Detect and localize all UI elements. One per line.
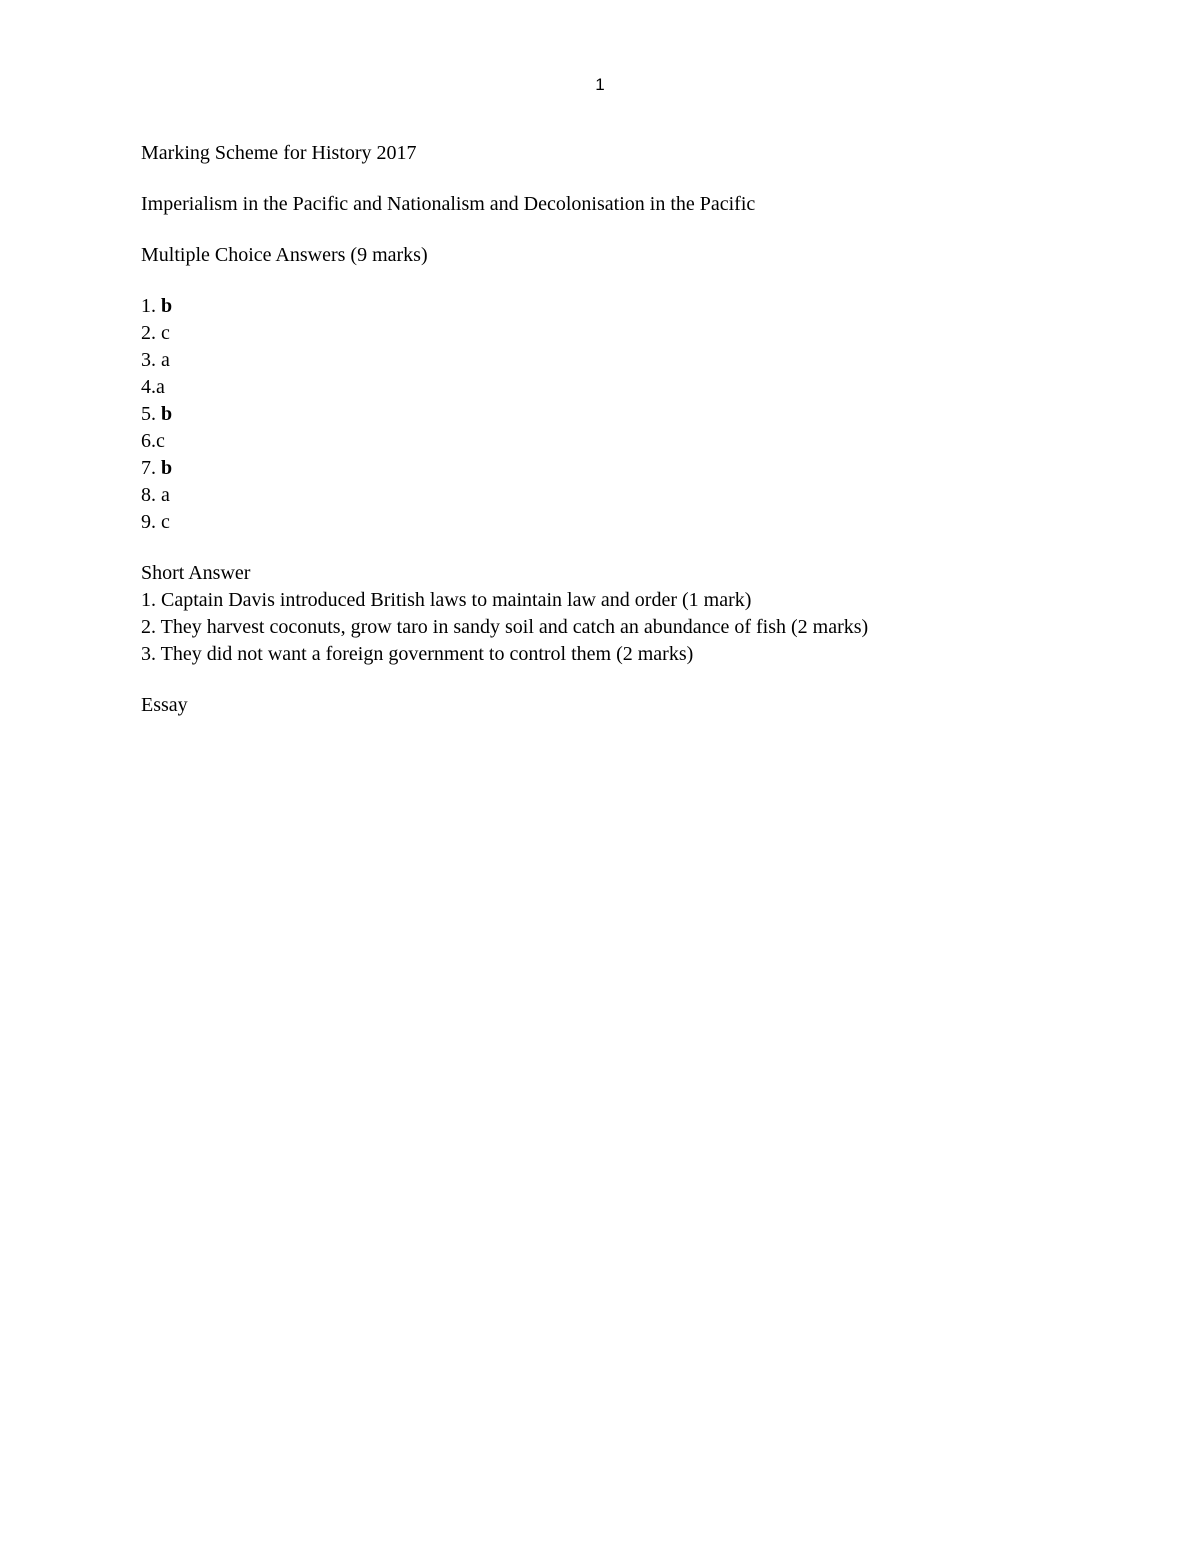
document-title: Marking Scheme for History 2017	[141, 142, 417, 164]
short-answer-item: 3. They did not want a foreign government to control them (2 marks)	[141, 643, 694, 665]
mc-answer-letter: c	[161, 322, 170, 344]
short-answer-item: 2. They harvest coconuts, grow taro in sandy soil and catch an abundance of fish (2 marks)	[141, 616, 869, 638]
mc-answer-letter: c	[156, 430, 165, 452]
mc-answer-number: 5.	[141, 403, 161, 425]
essay-heading: Essay	[141, 694, 188, 716]
mc-answer-letter: b	[161, 295, 173, 317]
mc-answer-number: 4.	[141, 376, 156, 398]
mc-answer-item	[141, 374, 1081, 401]
mc-answer-item	[141, 455, 1081, 482]
document-subtitle: Imperialism in the Pacific and Nationalism and Decolonisation in the Pacific	[141, 193, 756, 215]
mc-answer-number: 2.	[141, 322, 161, 344]
document-body	[141, 140, 1081, 743]
mc-answer-item	[141, 428, 1081, 455]
mc-answer-number: 3.	[141, 349, 161, 371]
mc-answer-letter: a	[161, 349, 170, 371]
short-answer-heading: Short Answer	[141, 562, 251, 584]
mc-answer-letter: b	[161, 403, 173, 425]
mc-answer-item	[141, 509, 1081, 536]
mc-answer-letter: b	[161, 457, 173, 479]
mc-answer-item	[141, 482, 1081, 509]
multiple-choice-heading: Multiple Choice Answers (9 marks)	[141, 244, 428, 266]
mc-answer-item	[141, 347, 1081, 374]
short-answer-item: 1. Captain Davis introduced British laws to maintain law and order (1 mark)	[141, 589, 752, 611]
mc-answer-number: 8.	[141, 484, 161, 506]
mc-answer-number: 6.	[141, 430, 156, 452]
mc-answer-item	[141, 293, 1081, 320]
mc-answer-number: 7.	[141, 457, 161, 479]
mc-answer-number: 1.	[141, 295, 161, 317]
mc-answer-letter: a	[156, 376, 165, 398]
short-answer-list	[141, 587, 1081, 668]
mc-answer-letter: a	[161, 484, 170, 506]
multiple-choice-list	[141, 293, 1081, 536]
mc-answer-item	[141, 320, 1081, 347]
page-number: 1	[595, 75, 605, 94]
mc-answer-letter: c	[161, 511, 170, 533]
mc-answer-item	[141, 401, 1081, 428]
mc-answer-number: 9.	[141, 511, 161, 533]
